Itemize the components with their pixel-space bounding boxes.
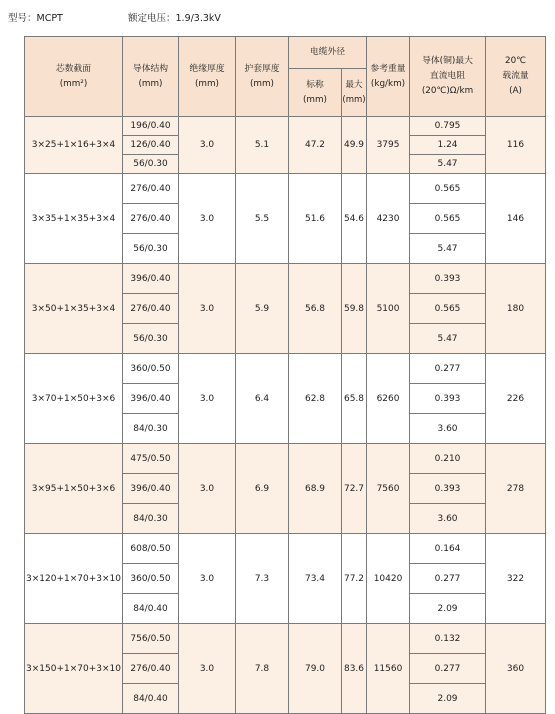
cell-spec: 3×25+1×16+3×4	[25, 117, 123, 174]
cell-sheath: 6.9	[236, 444, 289, 534]
cell-weight: 4230	[367, 174, 410, 264]
table-row	[25, 264, 546, 294]
cell-conductor: 84/0.40	[123, 684, 179, 714]
table-row	[25, 444, 546, 474]
cell-weight: 11560	[367, 624, 410, 714]
cell-conductor: 756/0.50	[123, 624, 179, 654]
cell-insulation: 3.0	[179, 264, 236, 354]
header-current: 20℃ 载流量 (A)	[486, 37, 546, 117]
cell-insulation: 3.0	[179, 624, 236, 714]
cell-resistance: 0.210	[410, 444, 486, 474]
cell-current: 278	[486, 444, 546, 534]
cell-spec: 3×35+1×35+3×4	[25, 174, 123, 264]
cell-resistance: 0.277	[410, 564, 486, 594]
header-resistance: 导体(铜)最大 直流电阻 (20℃)Ω/km	[410, 37, 486, 117]
cell-max: 77.2	[342, 534, 367, 624]
cell-resistance: 3.60	[410, 414, 486, 444]
cell-resistance: 2.09	[410, 594, 486, 624]
cell-resistance: 0.565	[410, 204, 486, 234]
header-insulation: 绝缘厚度 (mm)	[179, 37, 236, 117]
cell-resistance: 0.393	[410, 384, 486, 414]
cell-current: 322	[486, 534, 546, 624]
cell-conductor: 56/0.30	[123, 155, 179, 174]
cell-resistance: 0.795	[410, 117, 486, 136]
cell-sheath: 7.8	[236, 624, 289, 714]
cell-max: 49.9	[342, 117, 367, 174]
cell-weight: 6260	[367, 354, 410, 444]
cell-spec: 3×50+1×35+3×4	[25, 264, 123, 354]
cell-current: 146	[486, 174, 546, 264]
cell-spec: 3×70+1×50+3×6	[25, 354, 123, 444]
cell-sheath: 7.3	[236, 534, 289, 624]
cell-spec: 3×150+1×70+3×10	[25, 624, 123, 714]
cell-weight: 7560	[367, 444, 410, 534]
cell-nominal: 56.8	[289, 264, 342, 354]
cell-max: 59.8	[342, 264, 367, 354]
cell-nominal: 68.9	[289, 444, 342, 534]
cell-nominal: 51.6	[289, 174, 342, 264]
cell-conductor: 360/0.50	[123, 564, 179, 594]
cell-resistance: 1.24	[410, 136, 486, 155]
header-cores: 芯数截面 (mm²)	[25, 37, 123, 117]
table-row	[25, 534, 546, 564]
cell-resistance: 0.132	[410, 624, 486, 654]
table-body	[25, 117, 546, 714]
cell-weight: 10420	[367, 534, 410, 624]
cell-insulation: 3.0	[179, 174, 236, 264]
cell-resistance: 2.09	[410, 684, 486, 714]
cell-conductor: 396/0.40	[123, 264, 179, 294]
model-label: 型号：MCPT	[8, 13, 63, 24]
cell-resistance: 0.565	[410, 294, 486, 324]
header-sheath: 护套厚度 (mm)	[236, 37, 289, 117]
cell-resistance: 5.47	[410, 155, 486, 174]
cell-conductor: 56/0.30	[123, 324, 179, 354]
cell-conductor: 56/0.30	[123, 234, 179, 264]
cell-insulation: 3.0	[179, 117, 236, 174]
cell-resistance: 0.164	[410, 534, 486, 564]
cell-max: 65.8	[342, 354, 367, 444]
cell-max: 83.6	[342, 624, 367, 714]
header-weight: 参考重量 (kg/km)	[367, 37, 410, 117]
cell-insulation: 3.0	[179, 354, 236, 444]
table-row	[25, 354, 546, 384]
cell-conductor: 276/0.40	[123, 204, 179, 234]
cell-spec: 3×120+1×70+3×10	[25, 534, 123, 624]
voltage-label: 额定电压：1.9/3.3kV	[128, 13, 221, 24]
cell-conductor: 84/0.30	[123, 504, 179, 534]
cell-current: 116	[486, 117, 546, 174]
cell-resistance: 0.277	[410, 354, 486, 384]
cell-conductor: 84/0.30	[123, 414, 179, 444]
header-outer-diameter: 电缆外径	[289, 37, 367, 69]
header-conductor: 导体结构 (mm)	[123, 37, 179, 117]
cell-sheath: 6.4	[236, 354, 289, 444]
cell-resistance: 0.277	[410, 654, 486, 684]
cell-nominal: 62.8	[289, 354, 342, 444]
cell-nominal: 79.0	[289, 624, 342, 714]
table-row	[25, 117, 546, 136]
cell-conductor: 608/0.50	[123, 534, 179, 564]
cell-insulation: 3.0	[179, 534, 236, 624]
cell-conductor: 276/0.40	[123, 654, 179, 684]
cell-weight: 5100	[367, 264, 410, 354]
cell-max: 72.7	[342, 444, 367, 534]
cell-resistance: 5.47	[410, 234, 486, 264]
table-row	[25, 624, 546, 654]
cell-conductor: 126/0.40	[123, 136, 179, 155]
cell-conductor: 84/0.40	[123, 594, 179, 624]
cell-sheath: 5.1	[236, 117, 289, 174]
cell-conductor: 360/0.50	[123, 354, 179, 384]
cell-nominal: 73.4	[289, 534, 342, 624]
table-row	[25, 174, 546, 204]
cell-resistance: 5.47	[410, 324, 486, 354]
cell-spec: 3×95+1×50+3×6	[25, 444, 123, 534]
cell-conductor: 196/0.40	[123, 117, 179, 136]
cell-resistance: 0.393	[410, 474, 486, 504]
cell-weight: 3795	[367, 117, 410, 174]
cell-conductor: 276/0.40	[123, 174, 179, 204]
cell-current: 226	[486, 354, 546, 444]
cell-current: 360	[486, 624, 546, 714]
cell-conductor: 396/0.40	[123, 474, 179, 504]
cell-sheath: 5.5	[236, 174, 289, 264]
cable-spec-table	[24, 36, 546, 714]
cell-resistance: 0.565	[410, 174, 486, 204]
cell-conductor: 276/0.40	[123, 294, 179, 324]
cell-conductor: 396/0.40	[123, 384, 179, 414]
cell-current: 180	[486, 264, 546, 354]
cell-nominal: 47.2	[289, 117, 342, 174]
cell-resistance: 3.60	[410, 504, 486, 534]
cell-max: 54.6	[342, 174, 367, 264]
cell-resistance: 0.393	[410, 264, 486, 294]
header-max: 最大 (mm)	[342, 69, 367, 117]
cell-sheath: 5.9	[236, 264, 289, 354]
header-nominal: 标称 (mm)	[289, 69, 342, 117]
cell-conductor: 475/0.50	[123, 444, 179, 474]
cell-insulation: 3.0	[179, 444, 236, 534]
